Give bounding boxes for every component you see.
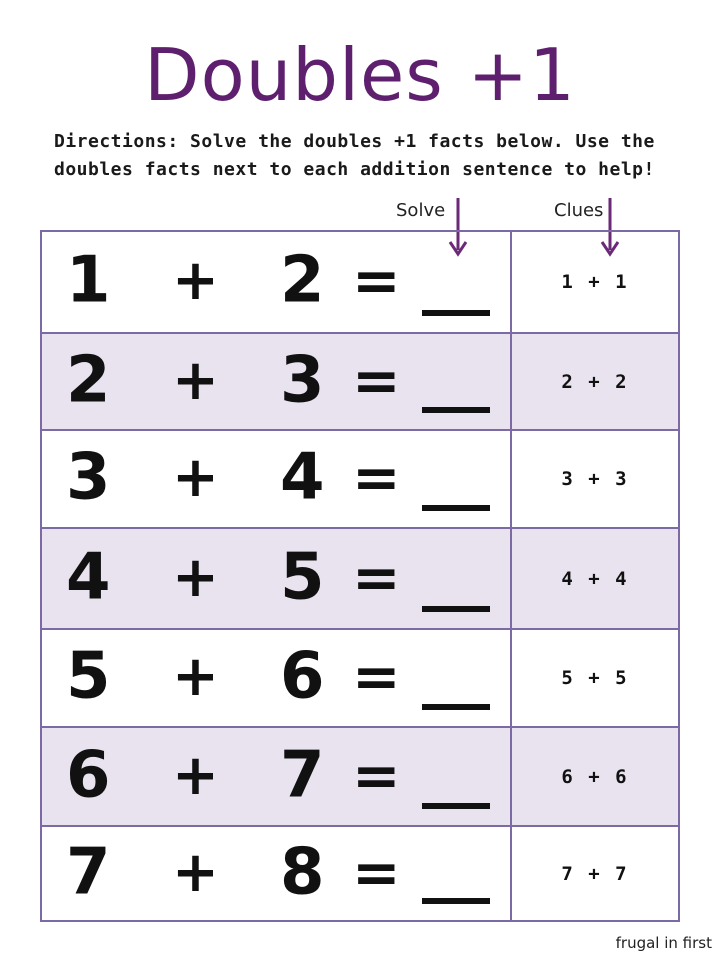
addend-b: 2: [280, 243, 325, 318]
worksheet-table: [40, 230, 680, 922]
equals-sign: =: [352, 838, 401, 907]
clue-cell: 1 + 1: [561, 271, 629, 293]
plus-sign: +: [172, 544, 219, 610]
clue-cell: 2 + 2: [561, 370, 629, 393]
addend-b: 8: [280, 835, 325, 910]
solve-column-label: Solve: [396, 200, 446, 221]
answer-blank[interactable]: [422, 310, 490, 316]
clue-cell: 6 + 6: [561, 765, 629, 788]
plus-sign: +: [172, 742, 219, 808]
equals-sign: =: [352, 642, 401, 711]
table-row: [42, 728, 678, 827]
addend-b: 6: [280, 639, 325, 714]
plus-sign: +: [172, 248, 219, 314]
addend-a: 2: [66, 343, 111, 418]
equals-sign: =: [352, 246, 401, 315]
table-row: [42, 431, 678, 529]
equals-sign: =: [352, 443, 401, 512]
clue-cell: 4 + 4: [561, 567, 629, 590]
table-row: [42, 334, 678, 431]
page-title: Doubles +1: [144, 33, 576, 117]
answer-blank[interactable]: [422, 803, 490, 809]
equation-cell: [42, 630, 512, 726]
equation-cell: [42, 827, 512, 920]
addend-b: 3: [280, 343, 325, 418]
clue-cell: 7 + 7: [561, 862, 629, 885]
table-row: [42, 529, 678, 630]
equals-sign: =: [352, 741, 401, 810]
equation-cell: [42, 529, 512, 628]
answer-blank[interactable]: [422, 898, 490, 904]
answer-blank[interactable]: [422, 704, 490, 710]
addend-a: 4: [66, 540, 111, 615]
plus-sign: +: [172, 347, 219, 413]
plus-sign: +: [172, 445, 219, 511]
clues-column-label: Clues: [554, 200, 604, 221]
plus-sign: +: [172, 644, 219, 710]
addend-b: 4: [280, 440, 325, 515]
addend-a: 7: [66, 835, 111, 910]
addend-b: 5: [280, 540, 325, 615]
table-row: [42, 232, 678, 334]
clue-cell: 5 + 5: [561, 667, 629, 689]
clue-cell: 3 + 3: [561, 468, 629, 490]
equals-sign: =: [352, 346, 401, 415]
table-row: [42, 630, 678, 728]
equation-cell: [42, 334, 512, 429]
addend-a: 1: [66, 243, 111, 318]
equation-cell: [42, 431, 512, 527]
addend-a: 3: [66, 440, 111, 515]
addend-b: 7: [280, 738, 325, 813]
equation-cell: [42, 728, 512, 825]
answer-blank[interactable]: [422, 505, 490, 511]
addend-a: 6: [66, 738, 111, 813]
directions-text: Directions: Solve the doubles +1 facts below. Use the doubles facts next to each addition sentence to help!: [54, 131, 655, 180]
credit-text: frugal in first: [615, 934, 712, 952]
equals-sign: =: [352, 543, 401, 612]
answer-blank[interactable]: [422, 606, 490, 612]
answer-blank[interactable]: [422, 407, 490, 413]
equation-cell: [42, 232, 512, 332]
table-row: [42, 827, 678, 920]
plus-sign: +: [172, 839, 219, 905]
addend-a: 5: [66, 639, 111, 714]
